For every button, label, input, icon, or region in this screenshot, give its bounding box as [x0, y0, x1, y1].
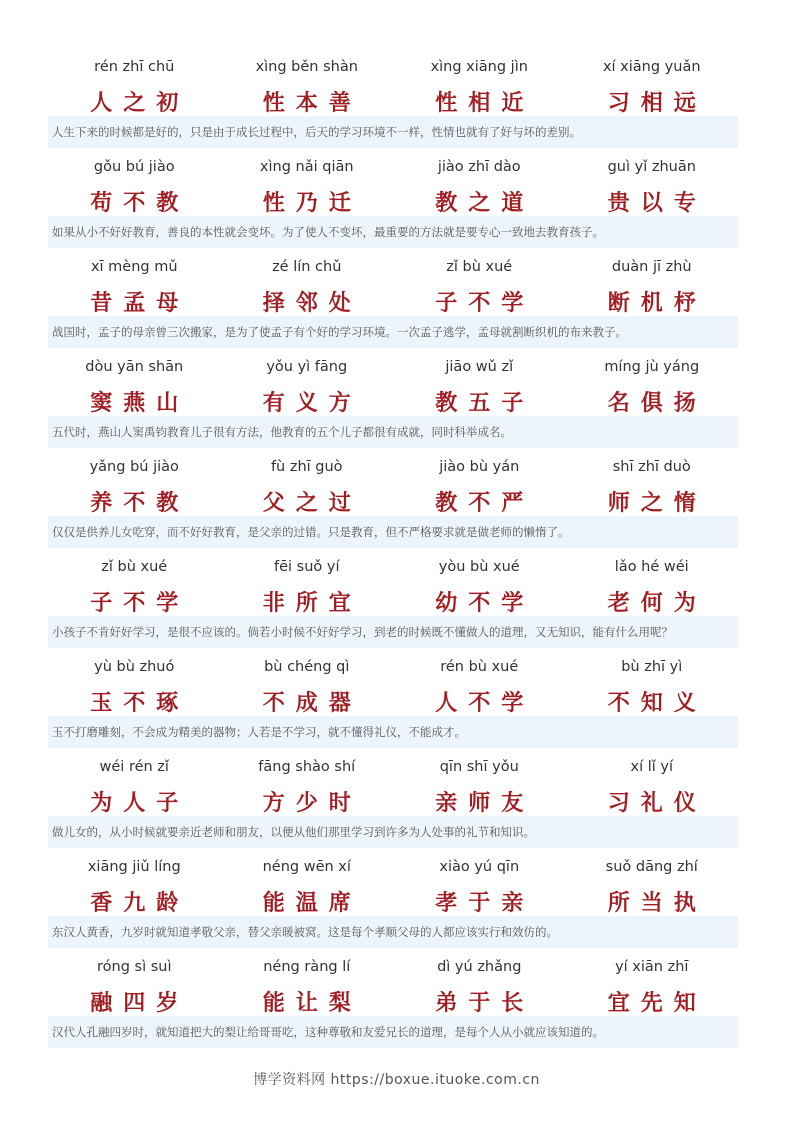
hanzi-text: 父之过 [262, 491, 362, 516]
verse-stanza [48, 452, 738, 552]
hanzi-text: 性本善 [262, 91, 362, 116]
phrase-row [48, 452, 738, 516]
verse-phrase [48, 252, 221, 316]
explanation-text: 人生下来的时候都是好的，只是由于成长过程中，后天的学习环境不一样，性情也就有了好与坏的差别。 [48, 116, 738, 148]
hanzi-text: 为人子 [90, 791, 190, 816]
hanzi-text: 养不教 [90, 491, 190, 516]
pinyin-text: yí xiān zhī [615, 959, 689, 975]
verse-stanza [48, 152, 738, 252]
pinyin-text: xí xiāng yuǎn [602, 59, 701, 75]
pinyin-text: jiào bù yán [439, 459, 520, 475]
pinyin-text: xiāng jiǔ líng [87, 859, 181, 875]
verse-phrase [221, 552, 394, 616]
verse-phrase [566, 952, 739, 1016]
hanzi-text: 融四岁 [90, 991, 190, 1016]
hanzi-text: 能让梨 [262, 991, 362, 1016]
hanzi-text: 师之惰 [607, 491, 707, 516]
explanation-text: 做儿女的，从小时候就要亲近老师和朋友，以便从他们那里学习到许多为人处事的礼节和知识。 [48, 816, 738, 848]
verse-phrase [48, 952, 221, 1016]
verse-phrase [393, 52, 566, 116]
hanzi-text: 断机杼 [607, 291, 707, 316]
verse-phrase [566, 552, 739, 616]
hanzi-text: 玉不琢 [90, 691, 190, 716]
hanzi-text: 幼不学 [435, 591, 535, 616]
footer-watermark: 博学资料网 https://boxue.ituoke.com.cn [253, 1072, 540, 1088]
hanzi-text: 习礼仪 [607, 791, 707, 816]
hanzi-text: 所当执 [607, 891, 707, 916]
pinyin-text: yù bù zhuó [94, 659, 175, 675]
verse-phrase [566, 652, 739, 716]
pinyin-text: lǎo hé wéi [614, 559, 689, 575]
pinyin-text: yòu bù xué [438, 559, 520, 575]
verse-phrase [393, 352, 566, 416]
explanation-text: 战国时，孟子的母亲曾三次搬家，是为了使孟子有个好的学习环境。一次孟子逃学，孟母就割断织机的布来教子。 [48, 316, 738, 348]
verse-stanza [48, 352, 738, 452]
verse-phrase [566, 252, 739, 316]
verse-phrase [393, 752, 566, 816]
phrase-row [48, 552, 738, 616]
hanzi-text: 昔孟母 [90, 291, 190, 316]
hanzi-text: 不知义 [607, 691, 707, 716]
pinyin-text: bù zhī yì [621, 659, 683, 675]
hanzi-text: 弟于长 [435, 991, 535, 1016]
pinyin-text: dòu yān shān [85, 359, 184, 375]
verse-phrase [393, 252, 566, 316]
hanzi-text: 方少时 [262, 791, 362, 816]
verse-phrase [48, 852, 221, 916]
hanzi-text: 亲师友 [435, 791, 535, 816]
hanzi-text: 性相近 [435, 91, 535, 116]
phrase-row [48, 152, 738, 216]
hanzi-text: 老何为 [607, 591, 707, 616]
verse-phrase [393, 952, 566, 1016]
verse-phrase [48, 152, 221, 216]
hanzi-text: 教五子 [435, 391, 535, 416]
verse-phrase [393, 452, 566, 516]
verse-stanza [48, 552, 738, 652]
verse-phrase [48, 752, 221, 816]
verse-phrase [48, 52, 221, 116]
verse-phrase [221, 252, 394, 316]
pinyin-text: jiào zhī dào [437, 159, 521, 175]
verse-phrase [393, 652, 566, 716]
hanzi-text: 性乃迁 [262, 191, 362, 216]
hanzi-text: 非所宜 [262, 591, 362, 616]
verse-phrase [221, 652, 394, 716]
pinyin-text: fēi suǒ yí [274, 559, 340, 575]
phrase-row [48, 752, 738, 816]
pinyin-text: fù zhī guò [270, 459, 343, 475]
verse-phrase [221, 852, 394, 916]
pinyin-text: néng wēn xí [262, 859, 351, 875]
explanation-text: 五代时，燕山人窦禹钧教育儿子很有方法，他教育的五个儿子都很有成就，同时科举成名。 [48, 416, 738, 448]
verse-phrase [48, 352, 221, 416]
pinyin-text: duàn jī zhù [611, 259, 692, 275]
pinyin-text: suǒ dāng zhí [605, 859, 698, 875]
pinyin-text: xìng xiāng jìn [430, 59, 528, 75]
verse-phrase [566, 152, 739, 216]
verse-phrase [221, 452, 394, 516]
explanation-text: 汉代人孔融四岁时，就知道把大的梨让给哥哥吃，这种尊敬和友爱兄长的道理，是每个人从小就应该知道的。 [48, 1016, 738, 1048]
pinyin-text: gǒu bú jiào [93, 159, 175, 175]
pinyin-text: xí lǐ yí [630, 759, 673, 775]
pinyin-text: xiào yú qīn [439, 859, 520, 875]
pinyin-text: bù chéng qì [264, 659, 350, 675]
verse-phrase [393, 552, 566, 616]
hanzi-text: 香九龄 [90, 891, 190, 916]
phrase-row [48, 52, 738, 116]
pinyin-text: rén zhī chū [94, 59, 175, 75]
pinyin-text: zǐ bù xué [101, 559, 168, 575]
explanation-text: 小孩子不肯好好学习，是很不应该的。倘若小时候不好好学习，到老的时候既不懂做人的道理，又无知识，能有什么用呢？ [48, 616, 738, 648]
verse-stanza [48, 952, 738, 1052]
hanzi-text: 苟不教 [90, 191, 190, 216]
verse-phrase [566, 752, 739, 816]
sanzijing-page [48, 52, 738, 1052]
pinyin-text: zé lín chǔ [272, 259, 342, 275]
pinyin-text: xìng běn shàn [255, 59, 358, 75]
hanzi-text: 子不学 [435, 291, 535, 316]
verse-phrase [48, 652, 221, 716]
verse-stanza [48, 852, 738, 952]
phrase-row [48, 852, 738, 916]
phrase-row [48, 252, 738, 316]
hanzi-text: 宜先知 [607, 991, 707, 1016]
verse-stanza [48, 652, 738, 752]
explanation-text: 如果从小不好好教育，善良的本性就会变坏。为了使人不变坏，最重要的方法就是要专心一致地去教育孩子。 [48, 216, 738, 248]
verse-stanza [48, 52, 738, 152]
pinyin-text: shī zhī duò [612, 459, 691, 475]
hanzi-text: 子不学 [90, 591, 190, 616]
verse-phrase [393, 152, 566, 216]
hanzi-text: 人之初 [90, 91, 190, 116]
pinyin-text: xī mèng mǔ [90, 259, 178, 275]
pinyin-text: néng ràng lí [263, 959, 351, 975]
verse-stanza [48, 252, 738, 352]
verse-phrase [221, 352, 394, 416]
verse-phrase [566, 352, 739, 416]
pinyin-text: jiāo wǔ zǐ [445, 359, 514, 375]
hanzi-text: 贵以专 [607, 191, 707, 216]
hanzi-text: 能温席 [262, 891, 362, 916]
verse-phrase [566, 52, 739, 116]
verse-phrase [221, 752, 394, 816]
pinyin-text: róng sì suì [97, 959, 172, 975]
hanzi-text: 教之道 [435, 191, 535, 216]
verse-phrase [566, 452, 739, 516]
phrase-row [48, 652, 738, 716]
pinyin-text: yǒu yì fāng [266, 359, 348, 375]
explanation-text: 仅仅是供养儿女吃穿，而不好好教育，是父亲的过错。只是教育，但不严格要求就是做老师的懒惰了。 [48, 516, 738, 548]
hanzi-text: 择邻处 [262, 291, 362, 316]
verse-phrase [48, 452, 221, 516]
hanzi-text: 窦燕山 [90, 391, 190, 416]
pinyin-text: yǎng bú jiào [89, 459, 179, 475]
pinyin-text: fāng shào shí [258, 759, 356, 775]
hanzi-text: 人不学 [435, 691, 535, 716]
pinyin-text: wéi rén zǐ [99, 759, 169, 775]
hanzi-text: 不成器 [262, 691, 362, 716]
verse-phrase [221, 52, 394, 116]
verse-phrase [48, 552, 221, 616]
pinyin-text: dì yú zhǎng [437, 959, 522, 975]
hanzi-text: 名俱扬 [607, 391, 707, 416]
hanzi-text: 习相远 [607, 91, 707, 116]
pinyin-text: zǐ bù xué [446, 259, 513, 275]
verse-phrase [221, 152, 394, 216]
phrase-row [48, 952, 738, 1016]
pinyin-text: rén bù xué [440, 659, 519, 675]
hanzi-text: 有义方 [262, 391, 362, 416]
explanation-text: 东汉人黄香，九岁时就知道孝敬父亲，替父亲暖被窝。这是每个孝顺父母的人都应该实行和效仿的。 [48, 916, 738, 948]
hanzi-text: 孝于亲 [435, 891, 535, 916]
verse-phrase [221, 952, 394, 1016]
pinyin-text: guì yǐ zhuān [607, 159, 696, 175]
explanation-text: 玉不打磨雕刻，不会成为精美的器物；人若是不学习，就不懂得礼仪，不能成才。 [48, 716, 738, 748]
verse-phrase [566, 852, 739, 916]
verse-stanza [48, 752, 738, 852]
verse-phrase [393, 852, 566, 916]
pinyin-text: xìng nǎi qiān [259, 159, 354, 175]
hanzi-text: 教不严 [435, 491, 535, 516]
phrase-row [48, 352, 738, 416]
pinyin-text: míng jù yáng [604, 359, 700, 375]
pinyin-text: qīn shī yǒu [439, 759, 519, 775]
